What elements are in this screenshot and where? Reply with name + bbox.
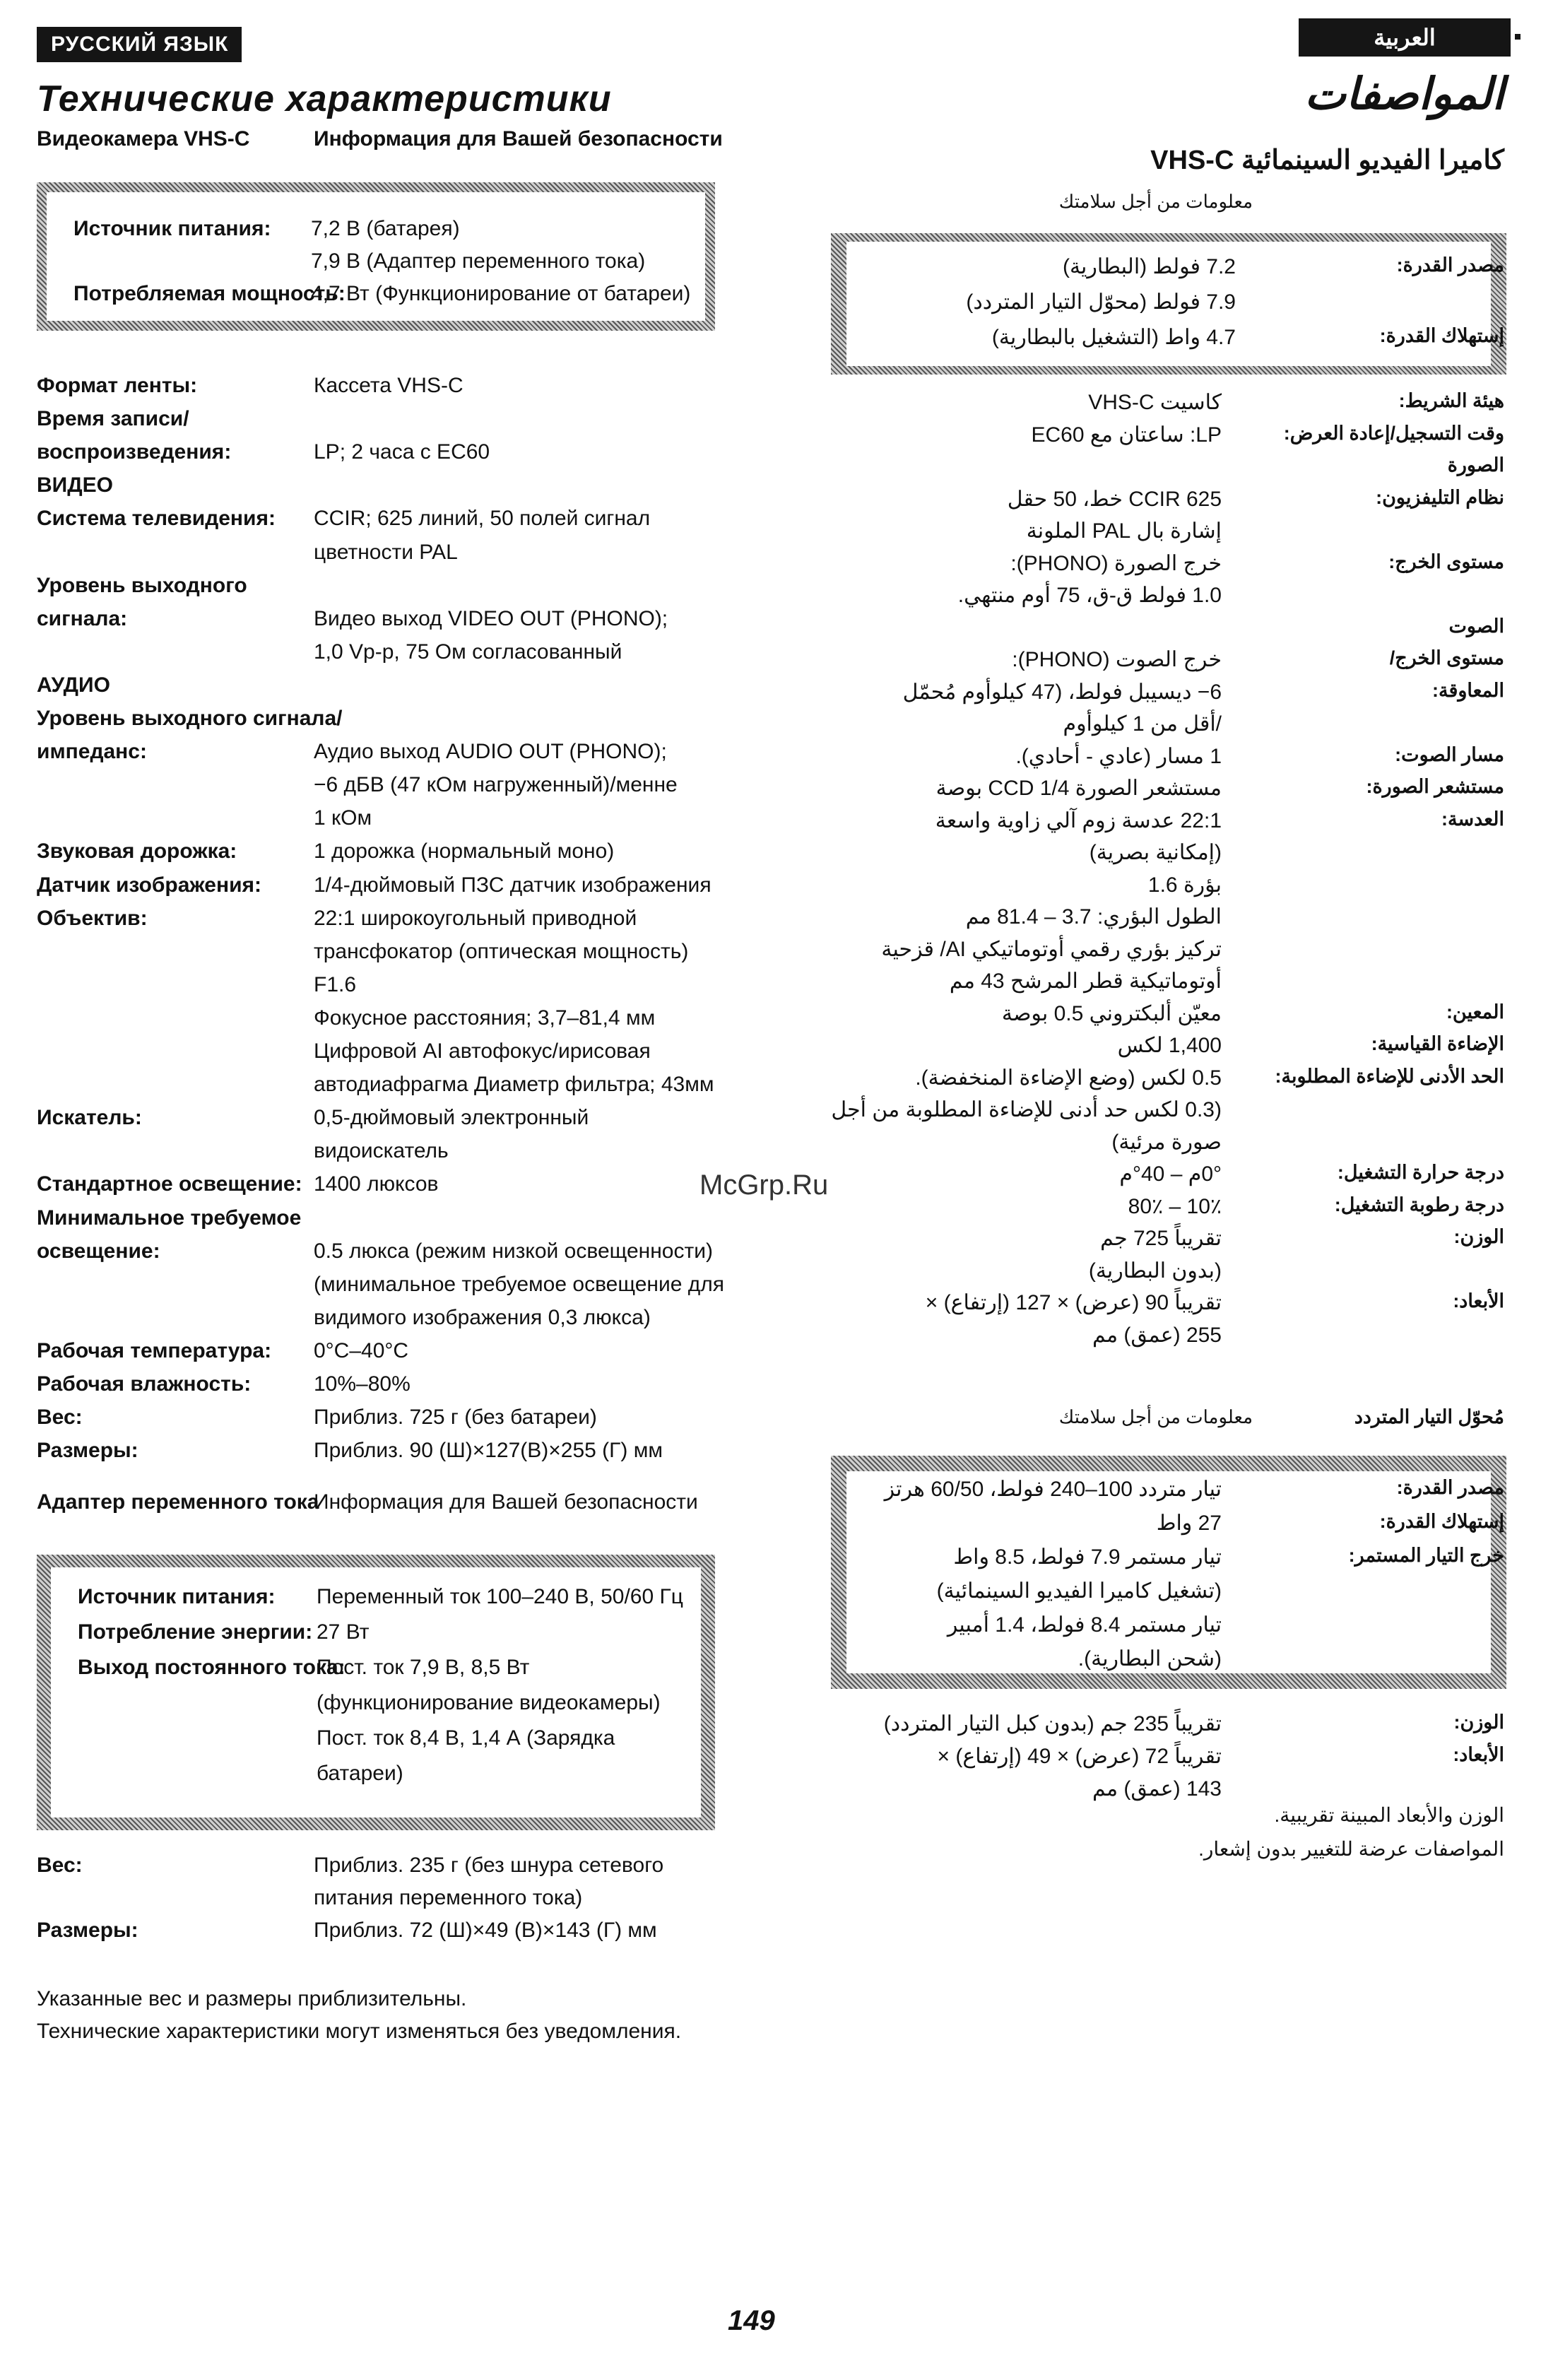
camera-label: Видеокамера VHS-C: [37, 127, 250, 151]
camera-spec-ar-row: [826, 1066, 1504, 1094]
camera-spec-value: Приблиз. 725 г (без батареи): [314, 1406, 597, 1430]
camera-spec-ar-row: [826, 1033, 1504, 1061]
camera-label-arabic: كاميرا الفيديو السينمائية VHS-C: [1150, 146, 1504, 175]
adapter-power-spec-ar-value: (شحن البطارية).: [1077, 1647, 1222, 1671]
camera-spec-ar-row: [826, 1290, 1504, 1319]
camera-spec-ar-row: [826, 744, 1504, 772]
camera-spec-value: цветности PAL: [314, 540, 458, 564]
adapter-spec-value: питания переменного тока): [314, 1886, 583, 1909]
camera-spec-value: F1.6: [314, 972, 357, 996]
adapter-power-spec-ar-value: تيار متردد 100–240 فولط، 60/50 هرتز: [884, 1478, 1222, 1501]
camera-power-spec-label: Потребляемая мощность:: [73, 282, 346, 305]
camera-spec-ar-row: [826, 615, 1504, 644]
adapter-power-spec-ar-row: [826, 1613, 1504, 1641]
page-number: 149: [728, 2305, 775, 2336]
camera-spec-ar-value: إشارة بال PAL الملونة: [1026, 519, 1222, 543]
camera-power-spec-ar-value: 4.7 واط (التشغيل بالبطارية): [991, 326, 1236, 349]
camera-spec-ar-value: تركيز بؤري رقمي أوتوماتيكي AI/ قزحية: [881, 937, 1222, 961]
camera-power-spec-value: 4,7 Вт (Функционирование от батареи): [311, 282, 691, 305]
camera-spec-ar-row: [826, 519, 1504, 547]
camera-spec-ar-label: الصورة: [1447, 454, 1504, 476]
adapter-power-spec-ar-label: إستهلاك القدرة:: [1379, 1511, 1504, 1532]
adapter-spec-ar-label: الأبعاد:: [1453, 1744, 1504, 1765]
adapter-power-spec-ar-value: تيار مستمر 8.4 فولط، 1.4 أمبير: [947, 1613, 1222, 1637]
camera-spec-value: автодиафрагма Диаметр фильтра; 43мм: [314, 1073, 714, 1097]
camera-spec-ar-row: [826, 680, 1504, 708]
camera-spec-ar-row: [826, 1226, 1504, 1254]
camera-spec-ar-label: مستوى الخرج:: [1388, 550, 1504, 572]
adapter-spec-value: Приблиз. 72 (Ш)×49 (В)×143 (Г) мм: [314, 1919, 657, 1942]
camera-spec-ar-label: مسار الصوت:: [1395, 743, 1504, 765]
camera-spec-label: Стандартное освещение:: [37, 1172, 302, 1196]
adapter-heading: Адаптер переменного тока Информация для Вашей безопасности: [37, 1490, 698, 1514]
camera-spec-ar-value: صورة مرئية): [1111, 1130, 1222, 1154]
adapter-power-spec-ar-row: [826, 1511, 1504, 1539]
camera-spec-ar-label: العدسة:: [1441, 808, 1504, 830]
camera-spec-label: Система телевидения:: [37, 507, 276, 531]
camera-power-spec-ar-value: 7.9 فولط (محوّل التيار المتردد): [966, 290, 1236, 314]
adapter-power-spec-label: Выход постоянного тока:: [78, 1656, 346, 1679]
camera-spec-ar-value: /أقل من 1 كيلوأوم: [1063, 712, 1222, 736]
camera-power-spec-ar-row: [826, 254, 1504, 283]
camera-spec-ar-value: (بدون البطارية): [1088, 1259, 1222, 1283]
camera-spec-value: Цифровой AI автофокус/ирисовая: [314, 1039, 651, 1063]
camera-spec-label: импеданс:: [37, 740, 147, 764]
camera-spec-label: Объектив:: [37, 906, 148, 930]
camera-spec-value: 1400 люксов: [314, 1172, 439, 1196]
camera-spec-ar-row: [826, 583, 1504, 611]
camera-spec-ar-value: الطول البؤري: 3.7 – 81.4 مم: [965, 905, 1222, 929]
camera-spec-ar-value: 0.5 لكس (وضع الإضاءة المنخفضة).: [915, 1066, 1222, 1090]
camera-spec-ar-row: [826, 423, 1504, 451]
camera-spec-ar-value: (0.3 لكس حد أدنى للإضاءة المطلوبة من أجل: [831, 1098, 1222, 1121]
adapter-power-spec-ar-row: [826, 1477, 1504, 1505]
footnote-ru-2: Технические характеристики могут изменяться без уведомления.: [37, 2020, 682, 2043]
camera-spec-label: Формат ленты:: [37, 374, 198, 397]
camera-spec-value: 1 кОм: [314, 806, 372, 830]
camera-spec-ar-row: [826, 712, 1504, 740]
camera-spec-ar-value: (إمكانية بصرية): [1089, 841, 1222, 864]
camera-spec-ar-value: 6− ديسيبل فولط، (47 كيلوأوم مُحمّل: [902, 680, 1222, 704]
adapter-spec-label: Вес:: [37, 1854, 83, 1877]
adapter-power-spec-ar-label: مصدر القدرة:: [1396, 1477, 1504, 1498]
camera-spec-value: −6 дБВ (47 кОм нагруженный)/менне: [314, 773, 678, 797]
camera-spec-ar-row: [826, 873, 1504, 901]
camera-spec-label: сигнала:: [37, 606, 128, 630]
camera-spec-label: Датчик изображения:: [37, 873, 262, 897]
adapter-spec-ar-row: [826, 1712, 1504, 1740]
camera-spec-value: 22:1 широкоугольный приводной: [314, 906, 637, 930]
camera-spec-ar-row: [826, 1130, 1504, 1158]
adapter-power-spec-ar-row: [826, 1579, 1504, 1607]
camera-spec-label: Искатель:: [37, 1106, 142, 1130]
camera-spec-ar-value: خرج الصورة (PHONO):: [1010, 551, 1222, 575]
camera-spec-ar-value: تقريباً 90 (عرض) × 127 (إرتفاع) ×: [925, 1291, 1222, 1314]
camera-spec-label: Вес:: [37, 1406, 83, 1430]
safety-label-arabic: معلومات من أجل سلامتك: [1058, 191, 1253, 212]
camera-spec-ar-row: [826, 390, 1504, 418]
camera-spec-value: Видео выход VIDEO OUT (PHONO);: [314, 606, 668, 630]
adapter-power-spec-ar-label: خرج التيار المستمر:: [1348, 1545, 1504, 1566]
camera-spec-ar-row: [826, 1194, 1504, 1223]
camera-spec-ar-value: LP: ساعتان مع EC60: [1031, 423, 1222, 447]
camera-spec-ar-value: بؤرة 1.6: [1147, 873, 1222, 897]
camera-spec-ar-value: تقريباً 725 جم: [1100, 1227, 1222, 1250]
camera-spec-ar-row: [826, 1162, 1504, 1190]
camera-power-spec-ar-label: إستهلاك القدرة:: [1379, 325, 1504, 346]
camera-spec-ar-row: [826, 1323, 1504, 1351]
camera-spec-ar-value: 255 (عمق) مم: [1092, 1323, 1222, 1347]
camera-spec-ar-label: وقت التسجيل/إعادة العرض:: [1283, 422, 1504, 444]
camera-spec-ar-value: أوتوماتيكية قطر المرشح 43 مم: [949, 970, 1222, 993]
camera-spec-value: 0°C–40°C: [314, 1338, 409, 1362]
camera-spec-ar-label: المعين:: [1446, 1001, 1504, 1023]
adapter-power-spec-ar-row: [826, 1545, 1504, 1573]
camera-spec-value: Кассета VHS-C: [314, 374, 464, 397]
camera-spec-value: 10%–80%: [314, 1372, 411, 1396]
camera-spec-ar-value: مستشعر الصورة CCD 1/4 بوصة: [935, 777, 1222, 800]
camera-spec-ar-label: المعاوقة:: [1431, 679, 1504, 701]
adapter-power-spec-ar-value: تيار مستمر 7.9 فولط، 8.5 واط: [953, 1545, 1222, 1569]
camera-power-spec-value: 7,9 В (Адаптер переменного тока): [311, 249, 646, 273]
page-title-arabic: المواصفات: [1304, 70, 1504, 119]
page-title-russian: Технические характеристики: [37, 78, 612, 119]
adapter-spec-ar-value: تقريباً 235 جم (بدون كبل التيار المتردد): [883, 1712, 1222, 1736]
adapter-power-spec-label: Источник питания:: [78, 1585, 276, 1608]
camera-spec-ar-value: 1.0 فولط ق-ق، 75 أوم منتهي.: [957, 584, 1222, 607]
camera-spec-value: (минимальное требуемое освещение для: [314, 1272, 724, 1296]
camera-spec-value: Аудио выход AUDIO OUT (PHONO);: [314, 740, 667, 764]
camera-spec-ar-row: [826, 551, 1504, 579]
camera-spec-value: 0,5-дюймовый электронный: [314, 1106, 589, 1130]
adapter-power-spec-value: Пост. ток 7,9 В, 8,5 Вт: [317, 1656, 530, 1679]
camera-spec-ar-label: الأبعاد:: [1453, 1290, 1504, 1312]
camera-spec-ar-value: 10٪ – 80٪: [1128, 1194, 1222, 1218]
camera-spec-ar-label: الإضاءة القياسية:: [1371, 1033, 1504, 1054]
camera-spec-ar-label: مستشعر الصورة:: [1366, 776, 1504, 797]
camera-spec-value: видоискатель: [314, 1139, 449, 1163]
adapter-spec-value: Приблиз. 235 г (без шнура сетевого: [314, 1854, 664, 1877]
camera-spec-ar-row: [826, 937, 1504, 965]
camera-spec-ar-value: 1,400 لكس: [1117, 1034, 1222, 1057]
camera-power-spec-ar-value: 7.2 فولط (البطارية): [1062, 255, 1236, 278]
camera-spec-label: Минимальное требуемое: [37, 1206, 302, 1230]
camera-spec-ar-row: [826, 647, 1504, 676]
camera-spec-value: 1 дорожка (нормальный моно): [314, 840, 615, 864]
camera-spec-label: Уровень выходного сигнала/: [37, 707, 343, 730]
language-tab-russian: РУССКИЙ ЯЗЫК: [37, 27, 242, 62]
camera-spec-ar-label: الوزن:: [1453, 1226, 1504, 1247]
safety-label: Информация для Вашей безопасности: [314, 127, 723, 151]
camera-spec-ar-row: [826, 1097, 1504, 1126]
camera-power-spec-ar-row: [826, 325, 1504, 353]
camera-spec-ar-label: درجة رطوبة التشغيل:: [1334, 1194, 1504, 1215]
adapter-power-spec-ar-row: [826, 1646, 1504, 1675]
adapter-spec-label: Размеры:: [37, 1919, 138, 1942]
camera-spec-ar-row: [826, 808, 1504, 837]
adapter-power-spec-value: батареи): [317, 1762, 403, 1785]
camera-spec-ar-value: معيّن ألبكتروني 0.5 بوصة: [1001, 1001, 1222, 1025]
camera-spec-label: АУДИО: [37, 673, 110, 697]
camera-spec-ar-row: [826, 840, 1504, 868]
watermark: McGrp.Ru: [699, 1170, 829, 1201]
camera-spec-ar-label: الحد الأدنى للإضاءة المطلوبة:: [1275, 1065, 1504, 1087]
camera-spec-value: Приблиз. 90 (Ш)×127(В)×255 (Г) мм: [314, 1439, 663, 1463]
camera-spec-ar-value: خرج الصوت (PHONO):: [1012, 648, 1222, 671]
camera-spec-ar-row: [826, 776, 1504, 804]
footnote-ar-2: المواصفات عرضة للتغيير بدون إشعار.: [1198, 1838, 1504, 1860]
camera-spec-ar-label: الصوت: [1448, 615, 1504, 637]
adapter-power-spec-ar-value: 27 واط: [1156, 1512, 1222, 1535]
camera-spec-label: Размеры:: [37, 1439, 138, 1463]
camera-spec-label: Рабочая температура:: [37, 1338, 272, 1362]
camera-power-spec-ar-row: [826, 290, 1504, 318]
camera-spec-value: Фокусное расстояния; 3,7–81,4 мм: [314, 1006, 656, 1030]
camera-spec-ar-value: 0°م – 40°م: [1119, 1162, 1222, 1186]
adapter-power-spec-value: (функционирование видеокамеры): [317, 1691, 661, 1714]
camera-spec-value: трансфокатор (оптическая мощность): [314, 939, 689, 963]
camera-spec-ar-value: 1 مسار (عادي - أحادي).: [1015, 744, 1222, 768]
camera-spec-value: видимого изображения 0,3 люкса): [314, 1305, 651, 1329]
camera-spec-ar-label: هيئة الشريط:: [1398, 390, 1504, 411]
adapter-spec-ar-row: [826, 1777, 1504, 1805]
camera-spec-label: освещение:: [37, 1239, 160, 1263]
camera-power-spec-value: 7,2 В (батарея): [311, 217, 460, 240]
adapter-spec-ar-row: [826, 1744, 1504, 1772]
adapter-safety-arabic: معلومات من أجل سلامتك: [1058, 1406, 1253, 1427]
camera-spec-ar-row: [826, 1001, 1504, 1030]
camera-spec-label: воспроизведения:: [37, 440, 232, 464]
camera-spec-label: Уровень выходного: [37, 573, 247, 597]
camera-spec-ar-row: [826, 905, 1504, 933]
adapter-spec-ar-value: 143 (عمق) مم: [1092, 1777, 1222, 1801]
adapter-power-spec-value: Переменный ток 100–240 В, 50/60 Гц: [317, 1585, 683, 1608]
adapter-power-spec-value: Пост. ток 8,4 В, 1,4 А (Зарядка: [317, 1726, 615, 1750]
camera-spec-label: Звуковая дорожка:: [37, 840, 237, 864]
camera-spec-value: 1,0 Vp-p, 75 Ом согласованный: [314, 640, 622, 664]
camera-spec-ar-value: 22:1 عدسة زوم آلي زاوية واسعة: [935, 808, 1222, 832]
camera-spec-ar-label: نظام التليفزيون:: [1376, 486, 1504, 508]
camera-spec-label: Время записи/: [37, 407, 189, 431]
camera-power-spec-label: Источник питания:: [73, 217, 271, 240]
camera-spec-ar-row: [826, 969, 1504, 997]
camera-spec-ar-value: CCIR 625 خط، 50 حقل: [1007, 487, 1222, 511]
adapter-spec-ar-value: تقريباً 72 (عرض) × 49 (إرتفاع) ×: [937, 1745, 1222, 1768]
camera-spec-value: LP; 2 часа с EC60: [314, 440, 490, 464]
camera-spec-ar-row: [826, 454, 1504, 483]
adapter-power-spec-ar-value: (تشغيل كاميرا الفيديو السينمائية): [936, 1579, 1222, 1603]
footnote-ar-1: الوزن والأبعاد المبينة تقريبية.: [1274, 1804, 1504, 1826]
adapter-power-spec-label: Потребление энергии:: [78, 1620, 313, 1644]
camera-spec-ar-value: كاسيت VHS-C: [1088, 391, 1222, 414]
camera-spec-value: CCIR; 625 линий, 50 полей сигнал: [314, 507, 651, 531]
camera-spec-label: ВИДЕО: [37, 473, 113, 497]
camera-spec-ar-label: مستوى الخرج/: [1389, 647, 1504, 668]
adapter-spec-ar-label: الوزن:: [1453, 1712, 1504, 1733]
camera-spec-ar-row: [826, 1259, 1504, 1287]
adapter-power-spec-value: 27 Вт: [317, 1620, 370, 1644]
camera-spec-value: 0.5 люкса (режим низкой освещенности): [314, 1239, 713, 1263]
camera-spec-ar-label: درجة حرارة التشغيل:: [1337, 1162, 1504, 1183]
camera-spec-label: Рабочая влажность:: [37, 1372, 252, 1396]
adapter-heading-arabic: مُحوّل التيار المتردد: [1354, 1406, 1504, 1427]
language-tab-arabic: العربية: [1299, 18, 1511, 57]
camera-spec-value: 1/4-дюймовый ПЗС датчик изображения: [314, 873, 712, 897]
footnote-ru-1: Указанные вес и размеры приблизительны.: [37, 1987, 467, 2010]
camera-spec-ar-row: [826, 487, 1504, 515]
camera-power-spec-ar-label: مصدر القدرة:: [1396, 254, 1504, 276]
